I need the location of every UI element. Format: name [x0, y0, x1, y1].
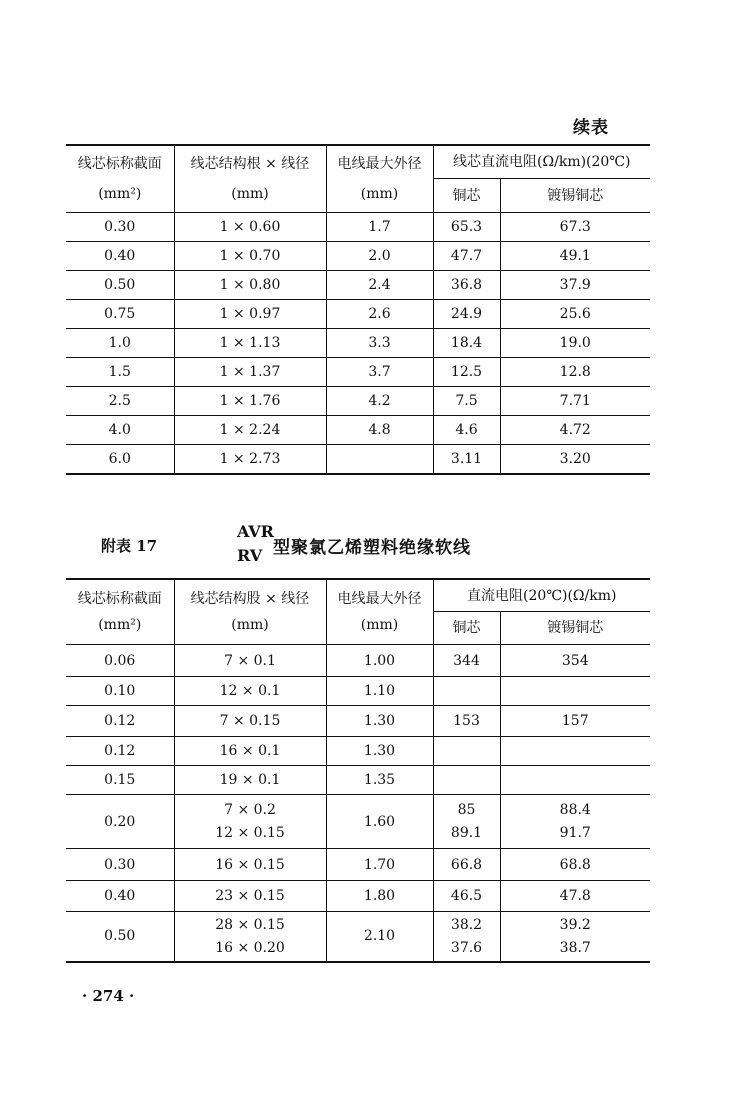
structure-cell-line: 23 × 0.15 — [215, 888, 285, 904]
copper-cell: 36.8 — [433, 271, 500, 300]
diameter-cell: 1.7 — [326, 213, 433, 242]
structure-cell — [174, 677, 326, 706]
area-cell: 1.0 — [66, 329, 174, 358]
header-max-diameter: 电线最大外径 (mm) — [326, 145, 433, 213]
structure-cell-line: 7 × 0.1 — [224, 652, 276, 669]
flexible-cord-table — [66, 578, 650, 963]
page-number: · 274 · — [82, 987, 135, 1005]
diameter-cell: 3.3 — [326, 329, 433, 358]
structure-cell-line: 16 × 0.20 — [215, 939, 285, 956]
table-row — [66, 912, 650, 962]
area-cell: 0.20 — [66, 795, 174, 849]
tinned-cell — [500, 737, 650, 766]
tinned-cell: 7.71 — [500, 387, 650, 416]
area-cell: 2.5 — [66, 387, 174, 416]
area-cell: 0.40 — [66, 242, 174, 271]
header-dc-resistance: 直流电阻(20℃)(Ω/km) — [433, 579, 650, 612]
table-row — [66, 677, 650, 706]
area-cell: 0.30 — [66, 213, 174, 242]
header-max-diameter: 电线最大外径 (mm) — [326, 579, 433, 645]
copper-cell-line: 66.8 — [450, 856, 483, 873]
table-row — [66, 416, 650, 445]
structure-cell-line: 7 × 0.15 — [219, 713, 281, 729]
continuation-label: 续表 — [573, 118, 609, 138]
structure-cell: 1 × 2.24 — [174, 416, 326, 445]
structure-cell — [174, 912, 326, 962]
tinned-cell — [500, 706, 650, 737]
area-cell: 0.50 — [66, 912, 174, 962]
diameter-cell — [326, 445, 433, 474]
copper-cell — [433, 912, 500, 962]
tinned-cell — [500, 795, 650, 849]
structure-cell: 1 × 1.76 — [174, 387, 326, 416]
structure-cell-line: 16 × 0.15 — [215, 856, 285, 873]
copper-cell: 7.5 — [433, 387, 500, 416]
area-cell: 0.30 — [66, 849, 174, 881]
structure-cell: 1 × 2.73 — [174, 445, 326, 474]
table-row — [66, 849, 650, 881]
header-tinned-copper: 镀锡铜芯 — [500, 612, 650, 645]
tinned-cell-line: 47.8 — [559, 888, 591, 904]
structure-cell-line: 28 × 0.15 — [215, 916, 285, 933]
copper-cell-line: 37.6 — [450, 939, 483, 956]
tinned-cell-line: 354 — [561, 652, 589, 669]
area-cell: 1.5 — [66, 358, 174, 387]
tinned-cell — [500, 766, 650, 795]
diameter-cell: 1.70 — [326, 849, 433, 881]
type-code-avr: AVR — [237, 522, 274, 541]
table-row — [66, 387, 650, 416]
tinned-cell: 67.3 — [500, 213, 650, 242]
tinned-cell — [500, 881, 650, 912]
tinned-cell: 3.20 — [500, 445, 650, 474]
tinned-cell — [500, 849, 650, 881]
header-nominal-area: 线芯标称截面 (mm²) — [66, 145, 174, 213]
diameter-cell: 4.2 — [326, 387, 433, 416]
tinned-cell-line: 91.7 — [559, 825, 591, 841]
type-code-rv: RV — [237, 546, 263, 565]
copper-cell: 47.7 — [433, 242, 500, 271]
copper-cell-line: 344 — [453, 652, 480, 669]
structure-cell-line: 12 × 0.1 — [219, 683, 281, 699]
diameter-cell: 1.10 — [326, 677, 433, 706]
diameter-cell: 1.80 — [326, 881, 433, 912]
structure-cell: 1 × 0.80 — [174, 271, 326, 300]
tinned-cell: 12.8 — [500, 358, 650, 387]
table-row — [66, 358, 650, 387]
diameter-cell: 1.30 — [326, 737, 433, 766]
table-row — [66, 300, 650, 329]
structure-cell — [174, 766, 326, 795]
table-row — [66, 881, 650, 912]
appendix-label: 附表 17 — [101, 537, 158, 555]
tinned-cell: 4.72 — [500, 416, 650, 445]
copper-cell-line: 38.2 — [450, 916, 483, 933]
copper-cell — [433, 795, 500, 849]
tinned-cell: 49.1 — [500, 242, 650, 271]
structure-cell — [174, 645, 326, 677]
area-cell: 0.10 — [66, 677, 174, 706]
tinned-cell: 19.0 — [500, 329, 650, 358]
diameter-cell: 3.7 — [326, 358, 433, 387]
tinned-cell — [500, 677, 650, 706]
structure-cell: 1 × 1.13 — [174, 329, 326, 358]
structure-cell: 1 × 0.97 — [174, 300, 326, 329]
tinned-cell-line: 68.8 — [559, 856, 591, 873]
tinned-cell-line: 38.7 — [559, 939, 591, 956]
conductor-resistance-table — [66, 144, 650, 475]
structure-cell-line: 16 × 0.1 — [219, 743, 281, 759]
structure-cell — [174, 849, 326, 881]
copper-cell: 65.3 — [433, 213, 500, 242]
structure-cell-line: 19 × 0.1 — [219, 772, 281, 788]
copper-cell — [433, 737, 500, 766]
area-cell: 6.0 — [66, 445, 174, 474]
table-row — [66, 329, 650, 358]
diameter-cell: 1.30 — [326, 706, 433, 737]
diameter-cell: 1.35 — [326, 766, 433, 795]
header-structure: 线芯结构股 × 线径 (mm) — [174, 579, 326, 645]
area-cell: 0.50 — [66, 271, 174, 300]
table-row — [66, 737, 650, 766]
table-row — [66, 445, 650, 474]
tinned-cell: 37.9 — [500, 271, 650, 300]
table-row — [66, 242, 650, 271]
diameter-cell: 2.6 — [326, 300, 433, 329]
diameter-cell: 2.0 — [326, 242, 433, 271]
structure-cell: 1 × 1.37 — [174, 358, 326, 387]
copper-cell: 12.5 — [433, 358, 500, 387]
copper-cell-line: 46.5 — [450, 888, 483, 904]
diameter-cell: 1.60 — [326, 795, 433, 849]
structure-cell-line: 12 × 0.15 — [215, 825, 285, 841]
copper-cell-line: 89.1 — [450, 825, 483, 841]
copper-cell: 4.6 — [433, 416, 500, 445]
header-nominal-area: 线芯标称截面 (mm²) — [66, 579, 174, 645]
structure-cell — [174, 706, 326, 737]
tinned-cell-line: 157 — [561, 713, 589, 729]
header-copper: 铜芯 — [433, 179, 500, 213]
header-copper: 铜芯 — [433, 612, 500, 645]
area-cell: 0.12 — [66, 706, 174, 737]
cable-type-codes — [237, 520, 274, 568]
area-cell: 0.15 — [66, 766, 174, 795]
area-cell: 0.75 — [66, 300, 174, 329]
copper-cell — [433, 645, 500, 677]
diameter-cell: 1.00 — [326, 645, 433, 677]
structure-cell-line: 7 × 0.2 — [224, 802, 276, 818]
diameter-cell: 4.8 — [326, 416, 433, 445]
copper-cell-line: 85 — [457, 802, 476, 818]
diameter-cell: 2.4 — [326, 271, 433, 300]
structure-cell: 1 × 0.60 — [174, 213, 326, 242]
tinned-cell-line: 39.2 — [559, 916, 591, 933]
area-cell: 0.12 — [66, 737, 174, 766]
diameter-cell: 2.10 — [326, 912, 433, 962]
table-row — [66, 766, 650, 795]
table-row — [66, 706, 650, 737]
table-row — [66, 795, 650, 849]
header-tinned-copper: 镀锡铜芯 — [500, 179, 650, 213]
copper-cell: 18.4 — [433, 329, 500, 358]
copper-cell: 24.9 — [433, 300, 500, 329]
tinned-cell: 25.6 — [500, 300, 650, 329]
table-row — [66, 645, 650, 677]
structure-cell — [174, 881, 326, 912]
copper-cell — [433, 881, 500, 912]
copper-cell: 3.11 — [433, 445, 500, 474]
copper-cell — [433, 706, 500, 737]
table-title: 型聚氯乙烯塑料绝缘软线 — [273, 538, 471, 558]
copper-cell — [433, 766, 500, 795]
copper-cell-line: 153 — [453, 713, 480, 729]
structure-cell — [174, 795, 326, 849]
structure-cell — [174, 737, 326, 766]
copper-cell — [433, 849, 500, 881]
structure-cell: 1 × 0.70 — [174, 242, 326, 271]
area-cell: 4.0 — [66, 416, 174, 445]
area-cell: 0.06 — [66, 645, 174, 677]
area-cell: 0.40 — [66, 881, 174, 912]
copper-cell — [433, 677, 500, 706]
table-row — [66, 271, 650, 300]
table-row — [66, 213, 650, 242]
tinned-cell — [500, 912, 650, 962]
tinned-cell — [500, 645, 650, 677]
header-structure: 线芯结构根 × 线径 (mm) — [174, 145, 326, 213]
header-dc-resistance: 线芯直流电阻(Ω/km)(20℃) — [433, 145, 650, 179]
tinned-cell-line: 88.4 — [559, 802, 591, 818]
